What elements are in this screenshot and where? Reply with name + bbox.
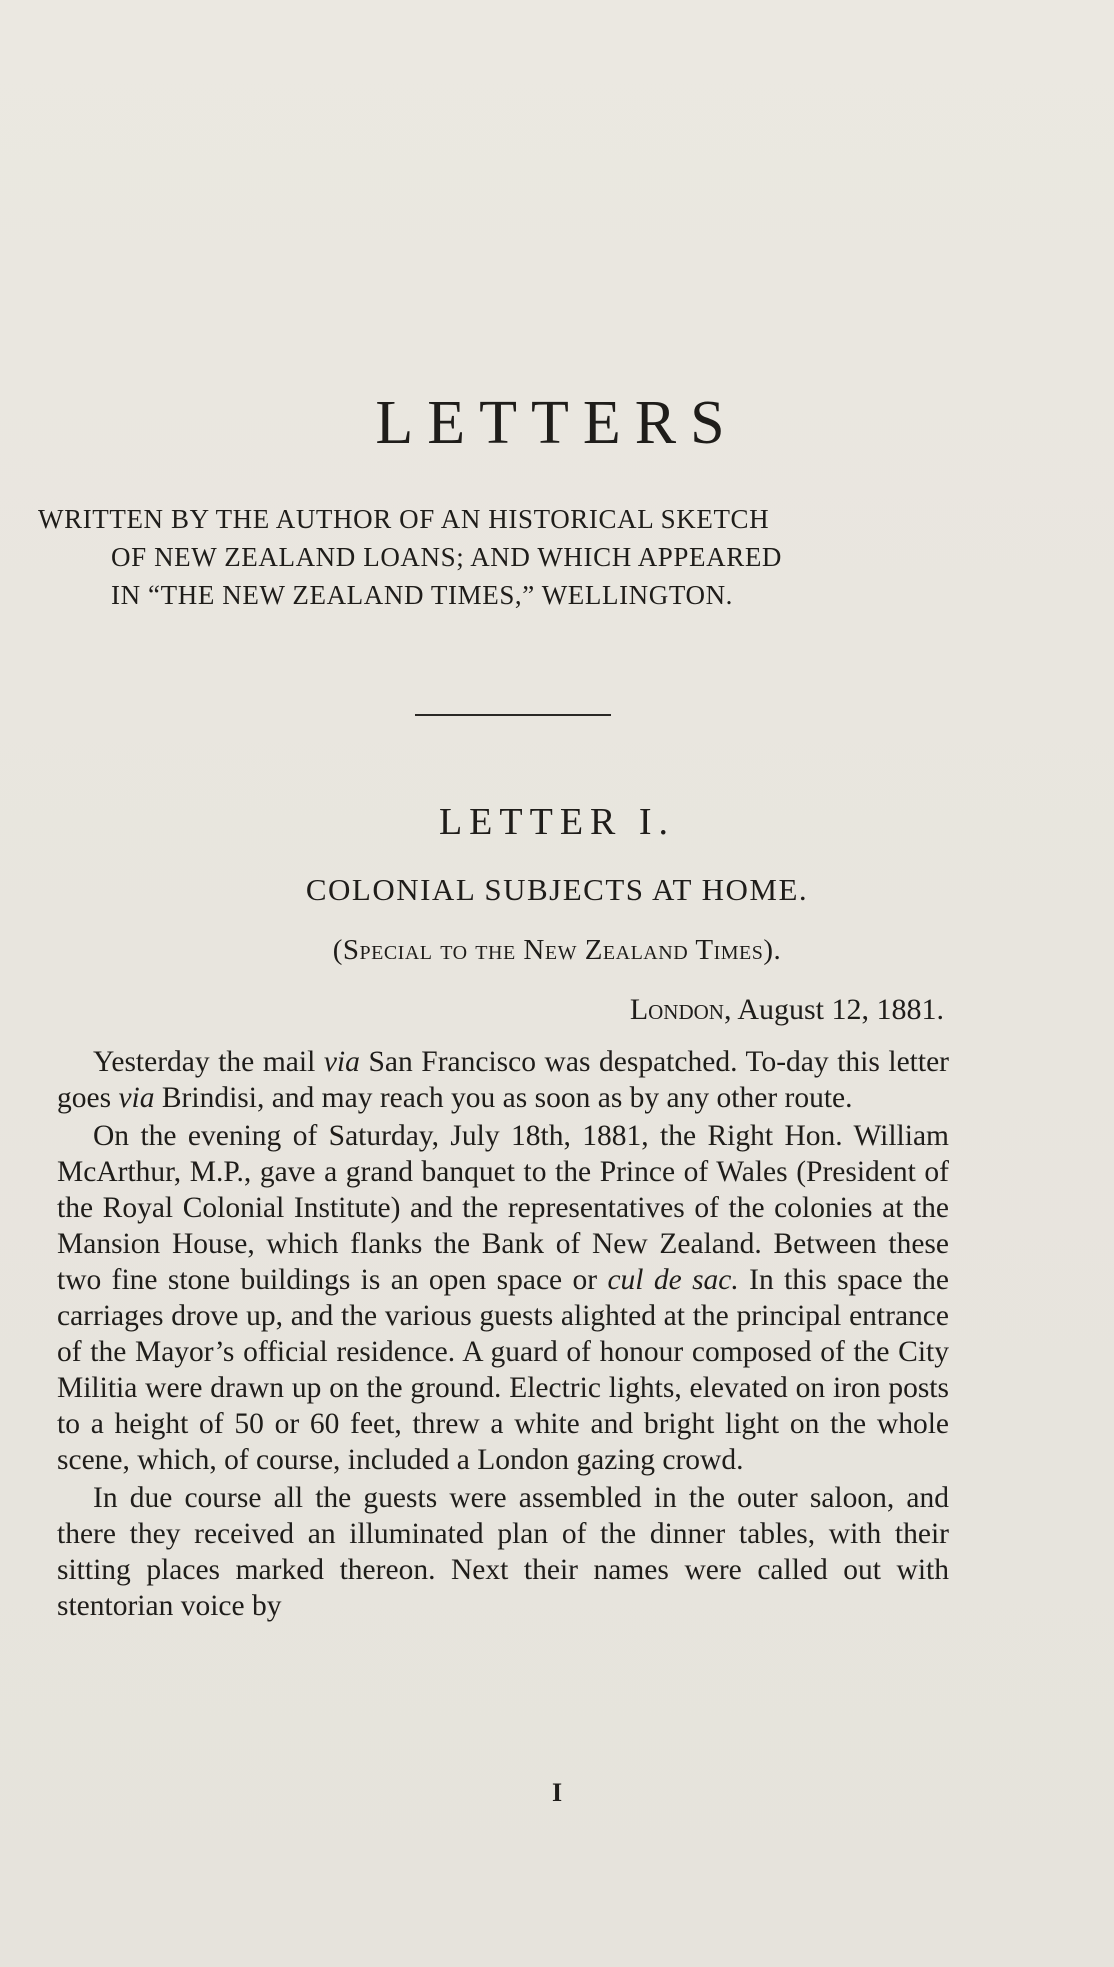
- paragraph: In due course all the guests were assembled in the outer saloon, and there they received an illuminated plan of the dinner tables, with their sitting places marked thereon. Next their names were called out with stentorian voice by: [57, 1482, 949, 1622]
- letter-heading: LETTER I.: [438, 801, 676, 843]
- subtitle-line-1: WRITTEN BY THE AUTHOR OF AN HISTORICAL SKETCH: [38, 504, 770, 534]
- section-divider: [415, 714, 611, 716]
- paragraph-1-text-b: San Francisco was despatched. To-day this letter goes: [57, 1046, 949, 1114]
- section-heading: COLONIAL SUBJECTS AT HOME.: [305, 872, 809, 907]
- paragraph-1-italic-b: via: [118, 1082, 155, 1114]
- dateline-date: , August 12, 1881.: [723, 993, 944, 1026]
- paragraph-1-text-c: Brindisi, and may reach you as soon as by any other route.: [154, 1082, 853, 1114]
- paragraph: [57, 1044, 949, 1116]
- dateline: [630, 993, 944, 1027]
- paragraph-2-text-b: In this space the carriages drove up, and the various guests alighted at the principal entrance of the Mayor’s official residence. A guard of honour composed of the City Militia were drawn up on the ground. Electric lights, elevated on iron posts to a height of 50 or 60 feet, threw a white and bright light on the whole scene, which, of course, included a London gazing crowd.: [57, 1264, 949, 1476]
- paragraph: [57, 1118, 949, 1478]
- paragraph-1-text-a: Yesterday the mail: [93, 1046, 324, 1078]
- subtitle-line-2: OF NEW ZEALAND LOANS; AND WHICH APPEARED: [111, 542, 783, 572]
- dateline-place: London: [629, 993, 724, 1026]
- special-note: (Special to the New Zealand Times).: [332, 934, 782, 966]
- title-subtitle: [38, 500, 998, 614]
- page-number: I: [551, 1778, 563, 1807]
- paragraph-2-text-a: On the evening of Saturday, July 18th, 1881, the Right Hon. William McArthur, M.P., gave a grand banquet to the Prince of Wales (President of the Royal Colonial Institute) and the representatives of the colonies at the Mansion House, which flanks the Bank of New Zealand. Between these two fine stone buildings is an open space or: [57, 1120, 949, 1296]
- paragraph-2-italic-a: cul de sac.: [607, 1264, 739, 1296]
- page-title: LETTERS: [375, 389, 739, 457]
- letter-body: [57, 1044, 949, 1626]
- subtitle-line-3: IN “THE NEW ZEALAND TIMES,” WELLINGTON.: [111, 580, 734, 610]
- paragraph-1-italic-a: via: [323, 1046, 360, 1078]
